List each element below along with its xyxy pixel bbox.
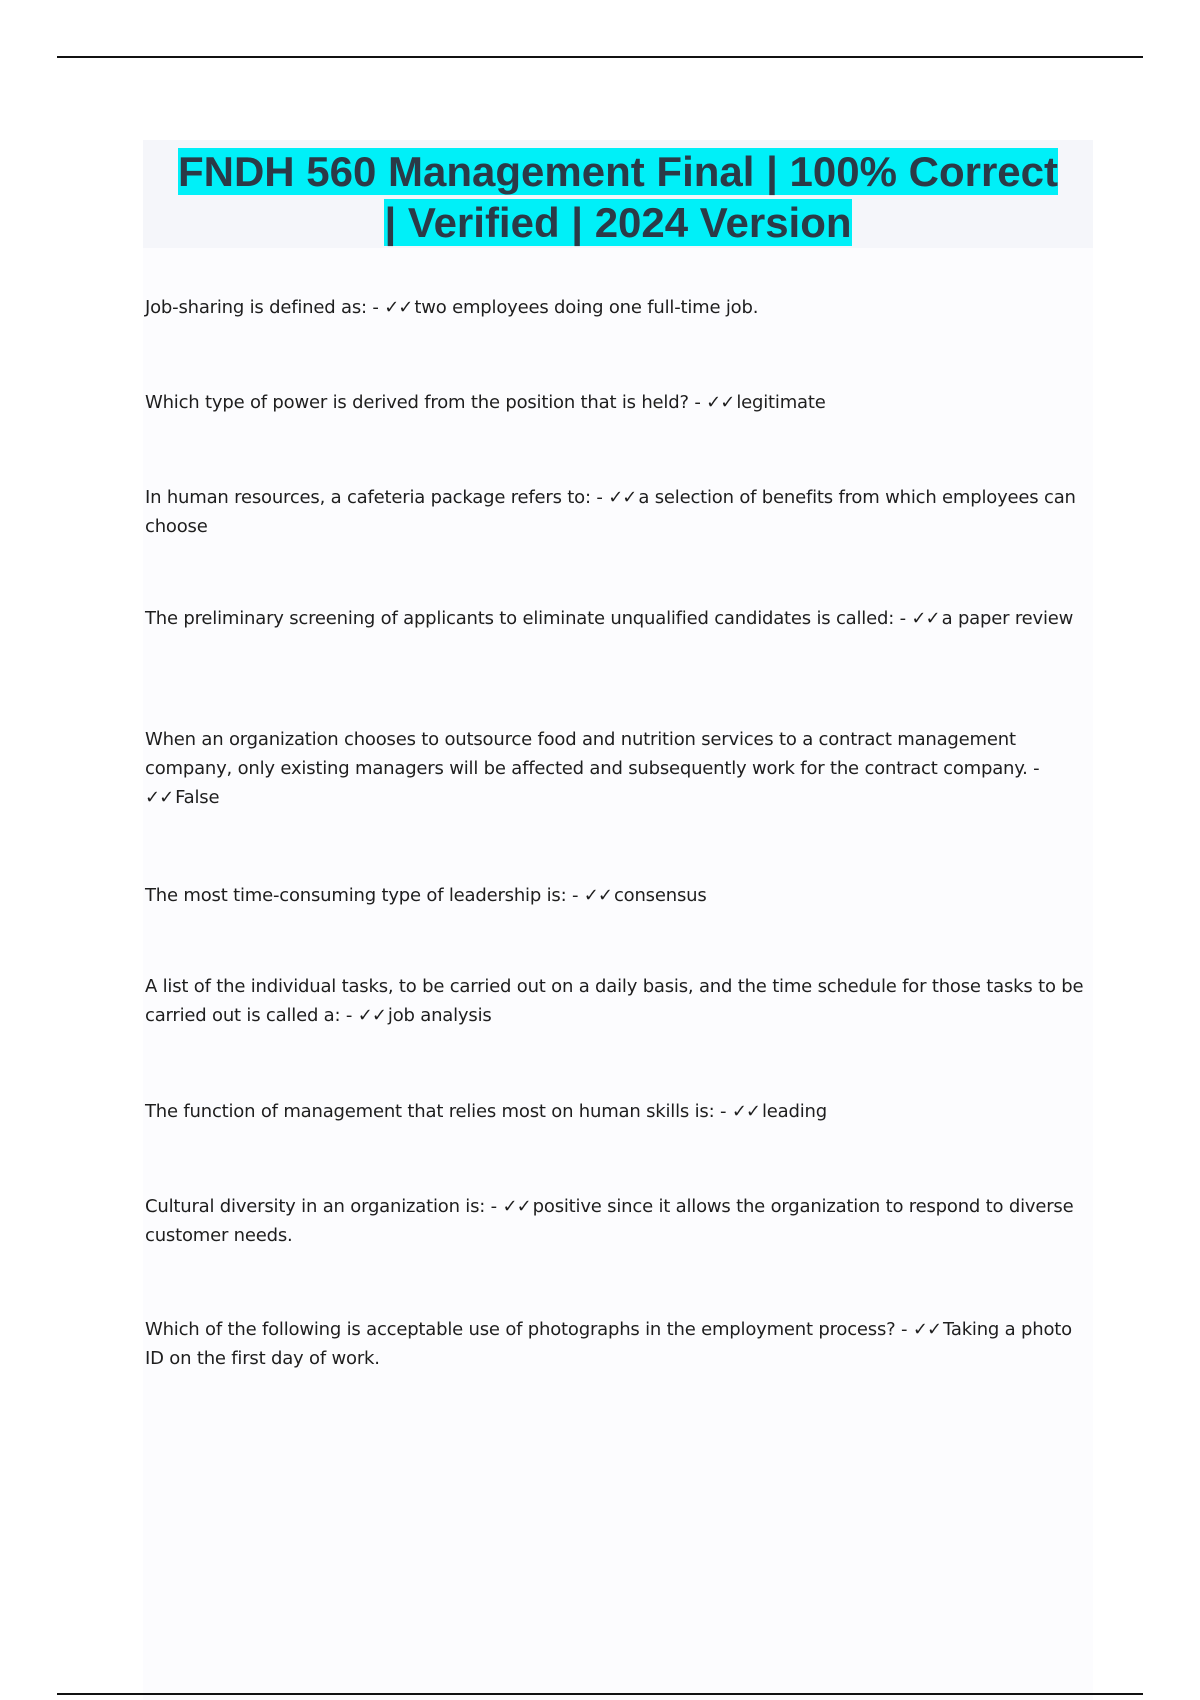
qa-item (145, 1097, 1095, 1126)
answer-text: False (175, 787, 220, 808)
separator: - (688, 392, 707, 413)
bottom-rule (57, 1693, 1143, 1695)
double-check-icon: ✓✓ (145, 787, 174, 808)
answer-text: consensus (613, 885, 707, 906)
answer-text: Taking a photo ID on the first day of work. (145, 1319, 1072, 1369)
question-text: The function of management that relies most on human skills is: (145, 1101, 715, 1122)
answer-text: a paper review (941, 608, 1074, 629)
qa-item (145, 388, 1095, 417)
question-text: A list of the individual tasks, to be carried out on a daily basis, and the time schedule for those tasks to be carried out is called a: (145, 976, 1084, 1026)
double-check-icon: ✓✓ (731, 1101, 760, 1122)
qa-item (145, 1315, 1095, 1373)
question-text: In human resources, a cafeteria package refers to: (145, 487, 591, 508)
question-text: Cultural diversity in an organization is: (145, 1196, 486, 1217)
separator: - (366, 297, 385, 318)
question-text: Which of the following is acceptable use of photographs in the employment process? (145, 1319, 896, 1340)
separator: - (340, 1005, 358, 1026)
qa-item (145, 293, 1095, 322)
qa-item (145, 483, 1095, 541)
qa-item (145, 972, 1095, 1030)
page-title (143, 140, 1093, 248)
separator: - (485, 1196, 503, 1217)
question-text: When an organization chooses to outsource food and nutrition services to a contract management company, only existing managers will be affected and subsequently work for the contract company. (145, 729, 1028, 779)
double-check-icon: ✓✓ (706, 392, 735, 413)
title-line-2: | Verified | 2024 Version (384, 199, 852, 246)
double-check-icon: ✓✓ (583, 885, 612, 906)
answer-text: job analysis (387, 1005, 492, 1026)
double-check-icon: ✓✓ (357, 1005, 386, 1026)
separator: - (1027, 758, 1040, 779)
double-check-icon: ✓✓ (608, 487, 637, 508)
answer-text: a selection of benefits from which employees can choose (145, 487, 1076, 537)
question-text: The most time-consuming type of leadership is: (145, 885, 567, 906)
separator: - (566, 885, 584, 906)
page-content-area (143, 140, 1093, 1700)
double-check-icon: ✓✓ (912, 1319, 942, 1340)
double-check-icon: ✓✓ (911, 608, 940, 629)
qa-item (145, 1192, 1095, 1250)
separator: - (894, 608, 912, 629)
separator: - (714, 1101, 732, 1122)
question-text: Which type of power is derived from the position that is held? (145, 392, 689, 413)
question-text: Job-sharing is defined as: (145, 297, 367, 318)
double-check-icon: ✓✓ (502, 1196, 531, 1217)
answer-text: two employees doing one full-time job. (414, 297, 759, 318)
title-line-1: FNDH 560 Management Final | 100% Correct (177, 148, 1058, 195)
question-text: The preliminary screening of applicants to eliminate unqualified candidates is called: (145, 608, 895, 629)
qa-item (145, 725, 1095, 812)
answer-text: legitimate (736, 392, 826, 413)
answer-text: leading (761, 1101, 827, 1122)
double-check-icon: ✓✓ (384, 297, 413, 318)
title-box (143, 140, 1093, 248)
separator: - (895, 1319, 913, 1340)
qa-item (145, 881, 1095, 910)
top-rule (57, 56, 1143, 58)
qa-item (145, 604, 1095, 633)
answer-text: positive since it allows the organization to respond to diverse customer needs. (145, 1196, 1074, 1246)
separator: - (590, 487, 609, 508)
